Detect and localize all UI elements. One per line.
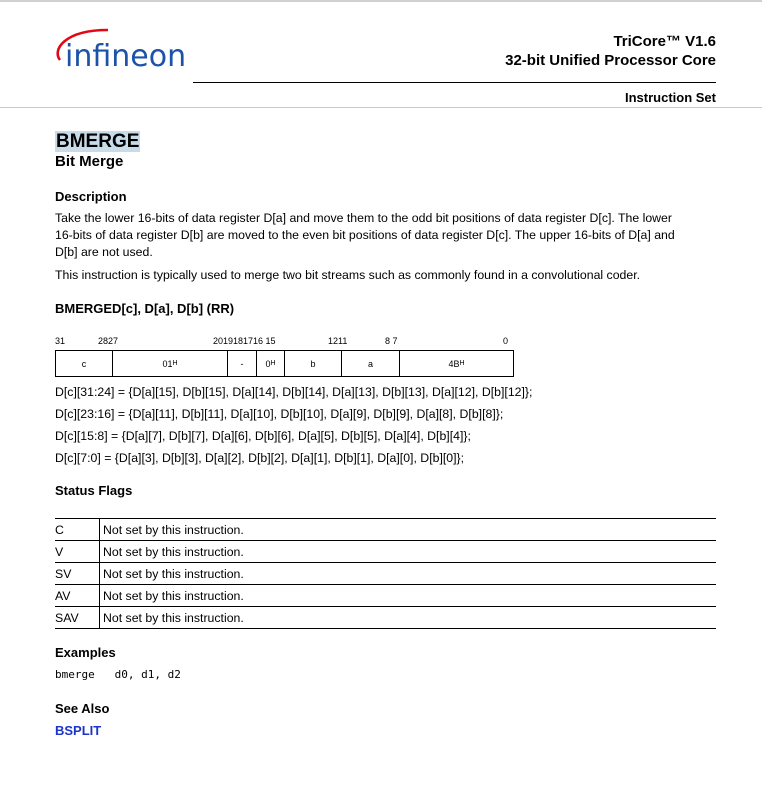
- field-c: c: [56, 351, 113, 376]
- flag-name: C: [55, 519, 100, 540]
- operation-line: D[c][15:8] = {D[a][7], D[b][7], D[a][6], D[b][6], D[a][5], D[b][5], D[a][4], D[b][4]};: [55, 429, 471, 443]
- flag-description: Not set by this instruction.: [103, 544, 244, 559]
- header-bottom-divider: [0, 107, 762, 108]
- table-row: [55, 519, 716, 541]
- bit-label: 2019181716 15: [213, 336, 276, 346]
- flag-description: Not set by this instruction.: [103, 588, 244, 603]
- operation-line: D[c][31:24] = {D[a][15], D[b][15], D[a][14], D[b][14], D[a][13], D[b][13], D[a][12], D[b][12]};: [55, 385, 533, 399]
- status-flags-heading: Status Flags: [55, 483, 133, 498]
- description-heading: Description: [55, 189, 127, 204]
- operation-line: D[c][23:16] = {D[a][11], D[b][11], D[a][10], D[b][10], D[a][9], D[b][9], D[a][8], D[b][8]};: [55, 407, 504, 421]
- field-b: b: [285, 351, 342, 376]
- flag-name: SAV: [55, 607, 100, 628]
- flag-name: AV: [55, 585, 100, 606]
- description-line-3: D[b] are not used.: [55, 245, 153, 259]
- svg-text:infineon: infineon: [65, 39, 187, 74]
- bsplit-link[interactable]: BSPLIT: [55, 723, 102, 738]
- field-zero: 0 H: [257, 351, 285, 376]
- top-border: [0, 0, 762, 2]
- flag-name: SV: [55, 563, 100, 584]
- table-row: [55, 585, 716, 607]
- flag-name: V: [55, 541, 100, 562]
- instruction-mnemonic: BMERGE: [56, 131, 140, 152]
- operation-line: D[c][7:0] = {D[a][3], D[b][3], D[a][2], D[b][2], D[a][1], D[b][1], D[a][0], D[b][0]};: [55, 451, 465, 465]
- product-subtitle: 32-bit Unified Processor Core: [505, 52, 716, 69]
- bit-label: 0: [503, 336, 509, 346]
- flag-description: Not set by this instruction.: [103, 566, 244, 581]
- encoding-table: [55, 350, 514, 377]
- infineon-logo: [50, 24, 195, 78]
- flag-description: Not set by this instruction.: [103, 522, 244, 537]
- header-divider: [193, 82, 716, 83]
- table-row: [55, 607, 716, 629]
- field-a: a: [342, 351, 400, 376]
- section-name: Instruction Set: [624, 90, 716, 105]
- instruction-name: Bit Merge: [55, 153, 124, 170]
- flag-description: Not set by this instruction.: [103, 610, 244, 625]
- status-flags-table: [55, 518, 716, 629]
- see-also-heading: See Also: [55, 701, 110, 716]
- description-line-4: This instruction is typically used to merge two bit streams such as commonly found in a convolutional coder.: [55, 268, 641, 282]
- table-row: [55, 563, 716, 585]
- bit-label: 1211: [328, 336, 348, 346]
- description-line-2: 16-bits of data register D[b] are moved to the even bit positions of data register D[c]. The upper 16-bits of D[a] and: [55, 228, 675, 242]
- field-opcode1: 4B H: [448, 358, 465, 369]
- field-opcode2: 01 H: [113, 351, 228, 376]
- field-reserved: -: [228, 351, 257, 376]
- bit-label: 2827: [98, 336, 119, 346]
- bit-label: 31: [55, 336, 66, 346]
- product-name: TriCore™ V1.6: [613, 33, 716, 50]
- encoding-title: BMERGED[c], D[a], D[b] (RR): [55, 301, 235, 316]
- description-line-1: Take the lower 16-bits of data register D[a] and move them to the odd bit positions of data register D[c]. The lower: [55, 211, 672, 225]
- examples-heading: Examples: [55, 645, 116, 660]
- bit-label: 8 7: [385, 336, 398, 346]
- table-row: [55, 541, 716, 563]
- example-code: bmerge d0, d1, d2: [55, 668, 181, 681]
